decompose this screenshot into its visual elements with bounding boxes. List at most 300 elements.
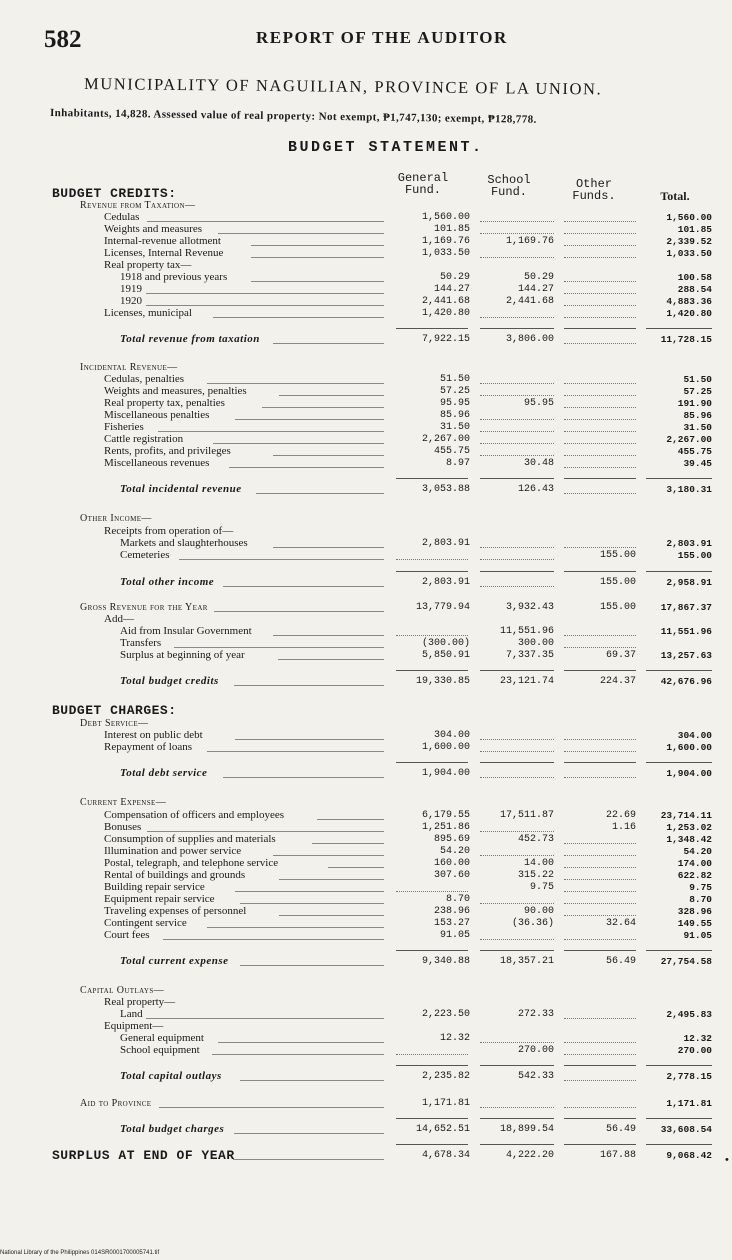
amount-total: 2,339.52: [666, 236, 712, 247]
amount-general: 1,904.00: [421, 768, 470, 779]
blank-entry-line: [480, 939, 554, 940]
budget-row: [0, 834, 732, 845]
row-label: Real property tax—: [104, 259, 192, 271]
amount-general: 12.32: [439, 1033, 470, 1044]
blank-entry-line: [480, 777, 554, 778]
leader-line: [240, 903, 384, 904]
row-label: Repayment of loans: [104, 741, 192, 753]
blank-entry-line: [564, 777, 636, 778]
blank-entry-line: [564, 635, 636, 636]
amount-general: 101.85: [433, 224, 470, 235]
amount-general: 144.27: [433, 284, 470, 295]
blank-entry-line: [564, 257, 636, 258]
leader-line: [146, 293, 384, 294]
amount-total: 13,257.63: [660, 650, 712, 661]
row-label: Total revenue from taxation: [120, 333, 260, 345]
amount-general: 2,441.68: [421, 296, 470, 307]
blank-entry-line: [564, 915, 636, 916]
budget-row: [0, 650, 732, 661]
row-label: Surplus at beginning of year: [120, 649, 245, 661]
budget-row: [0, 334, 732, 345]
amount-total: 27,754.58: [660, 956, 712, 967]
row-label: Contingent service: [104, 917, 187, 929]
amount-general: 2,267.00: [421, 434, 470, 445]
row-label: School equipment: [120, 1044, 200, 1056]
amount-school: 7,337.35: [505, 650, 554, 661]
leader-line: [159, 1107, 384, 1108]
budget-row: [0, 742, 732, 753]
budget-row: [0, 550, 732, 561]
amount-total: 304.00: [677, 730, 712, 741]
column-header-other: Other Funds.: [572, 177, 616, 203]
sum-rule: [564, 1144, 636, 1145]
sum-rule: [480, 950, 554, 951]
budget-row: [0, 434, 732, 445]
amount-general: 57.25: [439, 386, 470, 397]
amount-general: 6,179.55: [421, 810, 470, 821]
sum-rule: [480, 670, 554, 671]
blank-entry-line: [480, 233, 554, 234]
budget-row: [0, 870, 732, 881]
budget-row: [0, 705, 732, 716]
amount-total: 11,728.15: [660, 334, 712, 345]
sum-rule: [396, 1118, 468, 1119]
row-label: Rents, profits, and privileges: [104, 445, 231, 457]
blank-entry-line: [564, 293, 636, 294]
blank-entry-line: [564, 317, 636, 318]
leader-line: [223, 586, 384, 587]
blank-entry-line: [396, 559, 468, 560]
amount-other: 56.49: [605, 956, 636, 967]
budget-row: [0, 458, 732, 469]
blank-entry-line: [564, 867, 636, 868]
budget-row: [0, 997, 732, 1008]
amount-school: 11,551.96: [499, 626, 554, 637]
blank-entry-line: [396, 635, 468, 636]
amount-general: 304.00: [433, 730, 470, 741]
blank-entry-line: [480, 431, 554, 432]
statement-title: BUDGET STATEMENT.: [288, 139, 484, 156]
row-label: Cedulas, penalties: [104, 373, 185, 385]
amount-school: 3,932.43: [505, 602, 554, 613]
row-label: Total other income: [120, 576, 215, 588]
blank-entry-line: [564, 547, 636, 548]
budget-row: [0, 1098, 732, 1109]
blank-entry-line: [564, 879, 636, 880]
budget-row: [0, 296, 732, 307]
amount-school: 14.00: [523, 858, 554, 869]
sum-rule: [646, 1118, 712, 1119]
amount-total: 9.75: [689, 882, 712, 893]
budget-row: [0, 484, 732, 495]
row-label: General equipment: [120, 1032, 204, 1044]
row-label: Weights and measures: [104, 223, 203, 235]
blank-entry-line: [564, 419, 636, 420]
amount-general: 14,652.51: [415, 1124, 470, 1135]
leader-line: [214, 611, 384, 612]
amount-general: 895.69: [433, 834, 470, 845]
blank-entry-line: [480, 547, 554, 548]
leader-line: [179, 559, 384, 560]
amount-total: 85.96: [683, 410, 712, 421]
row-label: Add—: [104, 613, 134, 625]
row-label: Current Expense—: [80, 797, 167, 808]
amount-total: 1,420.80: [666, 308, 712, 319]
amount-total: 42,676.96: [660, 676, 712, 687]
leader-line: [174, 647, 385, 648]
amount-total: 23,714.11: [660, 810, 712, 821]
budget-row: [0, 602, 732, 613]
amount-total: 155.00: [677, 550, 712, 561]
amount-general: 5,850.91: [421, 650, 470, 661]
row-label: Total incidental revenue: [120, 483, 242, 495]
sum-rule: [564, 478, 636, 479]
blank-entry-line: [480, 257, 554, 258]
amount-general: 9,340.88: [421, 956, 470, 967]
column-header-general: General Fund.: [397, 171, 449, 197]
leader-line: [240, 1080, 385, 1081]
amount-general: 2,235.82: [421, 1071, 470, 1082]
blank-entry-line: [480, 383, 554, 384]
amount-school: 272.33: [517, 1009, 554, 1020]
row-label: 1919: [120, 283, 142, 295]
amount-general: 95.95: [439, 398, 470, 409]
blank-entry-line: [480, 443, 554, 444]
leader-line: [251, 245, 384, 246]
row-label: Cedulas: [104, 211, 140, 223]
row-label: Transfers: [120, 637, 162, 649]
budget-row: [0, 212, 732, 223]
amount-school: 300.00: [517, 638, 554, 649]
sum-rule: [396, 1144, 468, 1145]
running-head: REPORT OF THE AUDITOR: [256, 28, 508, 47]
sum-rule: [646, 478, 712, 479]
amount-other: 32.64: [605, 918, 636, 929]
amount-total: 288.54: [677, 284, 712, 295]
row-label: Court fees: [104, 929, 150, 941]
amount-total: 270.00: [677, 1045, 712, 1056]
leader-line: [146, 305, 384, 306]
leader-line: [273, 635, 385, 636]
budget-row: [0, 248, 732, 259]
budget-row: [0, 398, 732, 409]
amount-total: 11,551.96: [660, 626, 712, 637]
amount-general: 50.29: [439, 272, 470, 283]
row-label: Real property—: [104, 996, 176, 1008]
leader-line: [273, 343, 385, 344]
row-label: Equipment repair service: [104, 893, 215, 905]
blank-entry-line: [564, 305, 636, 306]
row-label: Equipment—: [104, 1020, 164, 1032]
amount-total: 1,560.00: [666, 212, 712, 223]
row-label: Gross Revenue for the Year: [80, 602, 208, 613]
sum-rule: [396, 328, 468, 329]
amount-general: 91.05: [439, 930, 470, 941]
budget-row: [0, 362, 732, 373]
budget-row: [0, 797, 732, 808]
leader-line: [273, 547, 385, 548]
blank-entry-line: [564, 1042, 636, 1043]
leader-line: [256, 493, 384, 494]
amount-school: 4,222.20: [505, 1150, 554, 1161]
row-label: Miscellaneous penalties: [104, 409, 210, 421]
blank-entry-line: [480, 455, 554, 456]
budget-row: [0, 374, 732, 385]
amount-total: 91.05: [683, 930, 712, 941]
amount-total: 31.50: [683, 422, 712, 433]
row-label: Licenses, Internal Revenue: [104, 247, 224, 259]
leader-line: [235, 739, 385, 740]
sum-rule: [564, 328, 636, 329]
amount-general: 1,033.50: [421, 248, 470, 259]
budget-row: [0, 200, 732, 211]
leader-line: [234, 685, 384, 686]
blank-entry-line: [480, 395, 554, 396]
sum-rule: [646, 1144, 712, 1145]
row-label: Fisheries: [104, 421, 144, 433]
budget-row: [0, 985, 732, 996]
amount-total: 2,495.83: [666, 1009, 712, 1020]
row-label: Compensation of officers and employees: [104, 809, 285, 821]
row-label: Total current expense: [120, 955, 229, 967]
amount-general: 31.50: [439, 422, 470, 433]
budget-row: [0, 626, 732, 637]
amount-school: 23,121.74: [499, 676, 554, 687]
document-subtitle: Inhabitants, 14,828. Assessed value of real property: Not exempt, ₱1,747,130; exempt, ₱128,778.: [49, 107, 537, 126]
amount-total: 2,267.00: [666, 434, 712, 445]
leader-line: [207, 383, 384, 384]
leader-line: [223, 777, 384, 778]
budget-row: [0, 1150, 732, 1161]
amount-school: 542.33: [517, 1071, 554, 1082]
blank-entry-line: [564, 855, 636, 856]
amount-school: 18,899.54: [499, 1124, 554, 1135]
amount-total: 149.55: [677, 918, 712, 929]
amount-school: 1,169.76: [505, 236, 554, 247]
budget-row: [0, 1033, 732, 1044]
leader-line: [147, 831, 385, 832]
amount-general: 455.75: [433, 446, 470, 457]
leader-line: [218, 233, 384, 234]
amount-school: 270.00: [517, 1045, 554, 1056]
budget-row: [0, 1124, 732, 1135]
sum-rule: [480, 1118, 554, 1119]
amount-total: 8.70: [689, 894, 712, 905]
budget-row: [0, 1045, 732, 1056]
row-label: Interest on public debt: [104, 729, 203, 741]
blank-entry-line: [564, 455, 636, 456]
amount-other: 224.37: [599, 676, 636, 687]
row-label: Total budget charges: [120, 1123, 225, 1135]
sum-rule: [564, 1065, 636, 1066]
amount-total: 39.45: [683, 458, 712, 469]
budget-row: [0, 308, 732, 319]
leader-line: [273, 855, 384, 856]
row-label: Aid from Insular Government: [120, 625, 252, 637]
row-label: Bonuses: [104, 821, 142, 833]
amount-total: 1,033.50: [666, 248, 712, 259]
budget-row: [0, 810, 732, 821]
sum-rule: [646, 328, 712, 329]
blank-entry-line: [564, 891, 636, 892]
row-label: Licenses, municipal: [104, 307, 192, 319]
blank-entry-line: [480, 751, 554, 752]
budget-row: [0, 386, 732, 397]
margin-mark: •: [725, 1154, 729, 1166]
sum-rule: [396, 950, 468, 951]
sum-rule: [564, 762, 636, 763]
blank-entry-line: [480, 221, 554, 222]
leader-line: [279, 395, 385, 396]
row-label: BUDGET CHARGES:: [52, 703, 177, 718]
amount-general: 153.27: [433, 918, 470, 929]
amount-school: 30.48: [523, 458, 554, 469]
blank-entry-line: [564, 467, 636, 468]
row-label: Cattle registration: [104, 433, 184, 445]
budget-row: [0, 822, 732, 833]
amount-general: 4,678.34: [421, 1150, 470, 1161]
amount-total: 622.82: [677, 870, 712, 881]
budget-row: [0, 718, 732, 729]
blank-entry-line: [564, 903, 636, 904]
row-label: Aid to Province: [80, 1098, 152, 1109]
budget-row: [0, 846, 732, 857]
budget-row: [0, 930, 732, 941]
amount-general: 54.20: [439, 846, 470, 857]
footer-credit: National Library of the Philippines 014SR0001700005741.tif: [0, 1250, 160, 1256]
amount-general: 3,053.88: [421, 484, 470, 495]
blank-entry-line: [480, 419, 554, 420]
blank-entry-line: [480, 1107, 554, 1108]
sum-rule: [564, 1118, 636, 1119]
row-label: Revenue from Taxation—: [80, 200, 196, 211]
budget-row: [0, 894, 732, 905]
amount-total: 54.20: [683, 846, 712, 857]
leader-line: [240, 965, 385, 966]
amount-total: 1,904.00: [666, 768, 712, 779]
amount-total: 2,958.91: [666, 577, 712, 588]
budget-row: [0, 188, 732, 199]
amount-total: 51.50: [683, 374, 712, 385]
amount-total: 12.32: [683, 1033, 712, 1044]
budget-row: [0, 1021, 732, 1032]
row-label: Total budget credits: [120, 675, 219, 687]
leader-line: [229, 467, 384, 468]
amount-other: 155.00: [599, 577, 636, 588]
amount-total: 57.25: [683, 386, 712, 397]
amount-general: 8.70: [445, 894, 470, 905]
amount-general: 13,779.94: [415, 602, 470, 613]
column-header-school: School Fund.: [487, 173, 531, 199]
blank-entry-line: [564, 939, 636, 940]
row-label: Internal-revenue allotment: [104, 235, 221, 247]
amount-school: (36.36): [511, 918, 554, 929]
leader-line: [158, 431, 385, 432]
sum-rule: [396, 571, 468, 572]
blank-entry-line: [564, 443, 636, 444]
leader-line: [262, 407, 384, 408]
amount-other: 155.00: [599, 550, 636, 561]
amount-other: 155.00: [599, 602, 636, 613]
blank-entry-line: [564, 431, 636, 432]
leader-line: [146, 1018, 384, 1019]
budget-row: [0, 284, 732, 295]
budget-row: [0, 956, 732, 967]
amount-total: 1,171.81: [666, 1098, 712, 1109]
blank-entry-line: [564, 407, 636, 408]
row-label: Incidental Revenue—: [80, 362, 178, 373]
amount-general: 1,169.76: [421, 236, 470, 247]
blank-entry-line: [564, 1080, 636, 1081]
amount-general: 7,922.15: [421, 334, 470, 345]
blank-entry-line: [480, 1042, 554, 1043]
blank-entry-line: [564, 1054, 636, 1055]
amount-general: 1,171.81: [421, 1098, 470, 1109]
row-label: Cemeteries: [120, 549, 170, 561]
amount-other: 56.49: [605, 1124, 636, 1135]
sum-rule: [396, 762, 468, 763]
amount-total: 1,600.00: [666, 742, 712, 753]
amount-general: 238.96: [433, 906, 470, 917]
leader-line: [147, 221, 385, 222]
blank-entry-line: [480, 855, 554, 856]
amount-total: 1,348.42: [666, 834, 712, 845]
amount-school: 9.75: [529, 882, 554, 893]
amount-general: 2,803.91: [421, 538, 470, 549]
amount-total: 328.96: [677, 906, 712, 917]
amount-general: 19,330.85: [415, 676, 470, 687]
blank-entry-line: [564, 233, 636, 234]
amount-school: 452.73: [517, 834, 554, 845]
leader-line: [312, 843, 385, 844]
row-label: Receipts from operation of—: [104, 525, 234, 537]
sum-rule: [396, 1065, 468, 1066]
sum-rule: [646, 950, 712, 951]
blank-entry-line: [564, 343, 636, 344]
row-label: Building repair service: [104, 881, 205, 893]
row-label: Traveling expenses of personnel: [104, 905, 247, 917]
amount-school: 2,441.68: [505, 296, 554, 307]
blank-entry-line: [564, 751, 636, 752]
amount-general: 8.97: [445, 458, 470, 469]
leader-line: [251, 281, 385, 282]
blank-entry-line: [564, 1018, 636, 1019]
budget-row: [0, 260, 732, 271]
sum-rule: [646, 571, 712, 572]
amount-other: 167.88: [599, 1150, 636, 1161]
sum-rule: [480, 328, 554, 329]
blank-entry-line: [564, 383, 636, 384]
sum-rule: [646, 1065, 712, 1066]
amount-school: 17,511.87: [499, 810, 554, 821]
row-label: Illumination and power service: [104, 845, 242, 857]
sum-rule: [480, 762, 554, 763]
amount-school: 18,357.21: [499, 956, 554, 967]
amount-school: 50.29: [523, 272, 554, 283]
amount-school: 126.43: [517, 484, 554, 495]
leader-line: [218, 1042, 385, 1043]
amount-general: 51.50: [439, 374, 470, 385]
budget-row: [0, 526, 732, 537]
leader-line: [235, 891, 385, 892]
row-label: BUDGET CREDITS:: [52, 186, 177, 201]
blank-entry-line: [564, 395, 636, 396]
document-title: MUNICIPALITY OF NAGUILIAN, PROVINCE OF LA UNION.: [83, 74, 603, 99]
sum-rule: [480, 1144, 554, 1145]
amount-total: 2,803.91: [666, 538, 712, 549]
blank-entry-line: [396, 1054, 468, 1055]
amount-total: 455.75: [677, 446, 712, 457]
